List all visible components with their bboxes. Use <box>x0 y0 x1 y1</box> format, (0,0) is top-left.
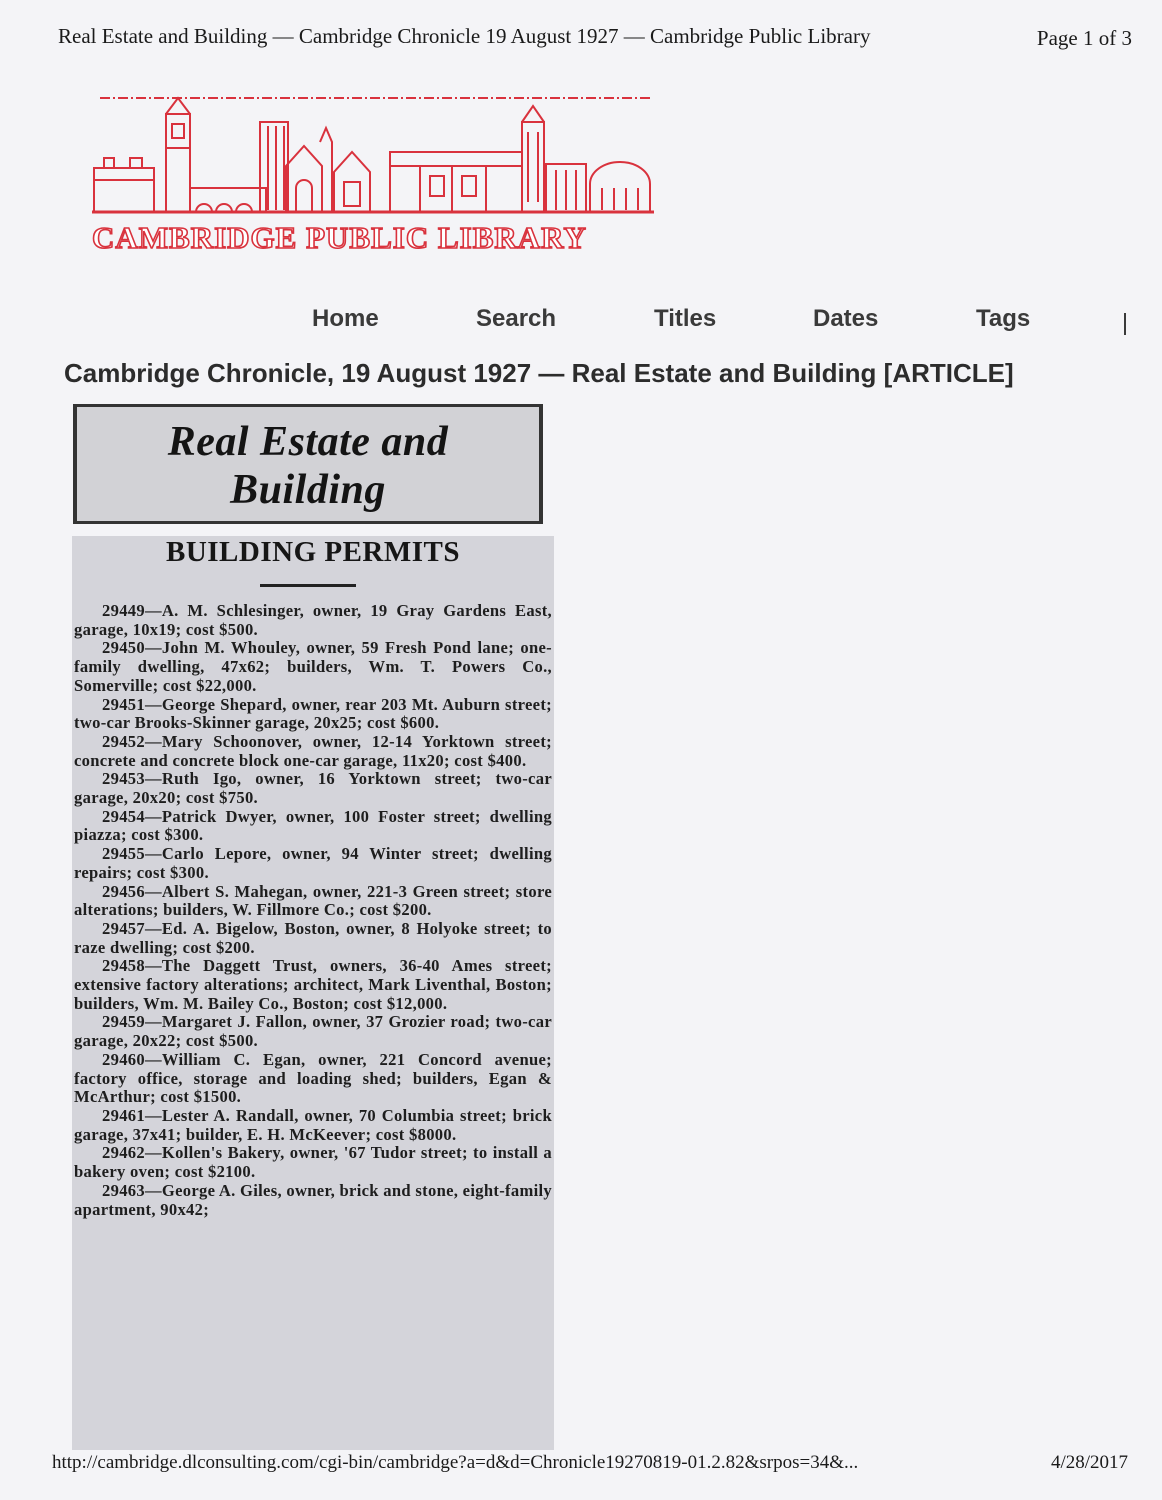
page-number: Page 1 of 3 <box>1036 26 1132 50</box>
permit-entry: 29450—John M. Whouley, owner, 59 Fresh Pond lane; one-family dwelling, 47x62; builders, Wm. T. Powers Co., Somerville; cost $22,000. <box>74 638 552 695</box>
permit-entry: 29459—Margaret J. Fallon, owner, 37 Grozier road; two-car garage, 20x22; cost $500. <box>74 1012 552 1051</box>
permit-entry: 29462—Kollen's Bakery, owner, '67 Tudor street; to install a bakery oven; cost $2100. <box>74 1143 552 1182</box>
page-url: http://cambridge.dlconsulting.com/cgi-bin/cambridge?a=d&d=Chronicle19270819-01.2.82&srpos=34&... <box>52 1452 859 1473</box>
permit-list <box>74 602 552 1219</box>
main-nav <box>0 305 1162 341</box>
permit-entry: 29453—Ruth Igo, owner, 16 Yorktown street; two-car garage, 20x20; cost $750. <box>74 769 552 808</box>
nav-tags[interactable]: Tags <box>976 305 1031 332</box>
permit-entry: 29455—Carlo Lepore, owner, 94 Winter street; dwelling repairs; cost $300. <box>74 844 552 882</box>
print-date: 4/28/2017 <box>1050 1452 1128 1473</box>
nav-search[interactable]: Search <box>476 305 557 332</box>
clipping-headline <box>73 404 543 524</box>
nav-titles[interactable]: Titles <box>654 305 717 332</box>
permit-entry: 29456—Albert S. Mahegan, owner, 221-3 Green street; store alterations; builders, W. Fillmore Co.; cost $200. <box>74 881 552 920</box>
nav-dates[interactable]: Dates <box>813 305 879 332</box>
clipping-body <box>72 536 554 1450</box>
permit-entry: 29460—William C. Egan, owner, 221 Concord avenue; factory office, storage and loading shed; builders, Egan & McArthur; cost $1500. <box>74 1049 552 1107</box>
headline-line-2: Building <box>230 467 386 513</box>
article-title: Cambridge Chronicle, 19 August 1927 — Real Estate and Building [ARTICLE] <box>64 358 1014 388</box>
headline-line-1: Real Estate and <box>167 419 449 465</box>
nav-separator <box>1124 313 1126 335</box>
permit-entry: 29452—Mary Schoonover, owner, 12-14 Yorktown street; concrete and concrete block one-car garage, 11x20; cost $400. <box>74 731 552 770</box>
section-title: BUILDING PERMITS <box>165 536 461 568</box>
section-rule <box>260 584 356 587</box>
print-header-title: Real Estate and Building — Cambridge Chronicle 19 August 1927 — Cambridge Public Library <box>58 24 871 48</box>
permit-entry: 29449—A. M. Schlesinger, owner, 19 Gray Gardens East, garage, 10x19; cost $500. <box>74 601 552 639</box>
permit-entry: 29454—Patrick Dwyer, owner, 100 Foster street; dwelling piazza; cost $300. <box>74 806 552 845</box>
permit-entry: 29458—The Daggett Trust, owners, 36-40 Ames street; extensive factory alterations; architect, Mark Liventhal, Boston; builders, Wm. M. Bailey Co., Boston; cost $12,000. <box>74 956 552 1013</box>
permit-entry: 29461—Lester A. Randall, owner, 70 Columbia street; brick garage, 37x41; builder, E. H. McKeever; cost $8000. <box>74 1105 552 1144</box>
nav-home[interactable]: Home <box>312 305 379 332</box>
permit-entry: 29451—George Shepard, owner, rear 203 Mt. Auburn street; two-car Brooks-Skinner garage, 20x25; cost $600. <box>74 694 552 733</box>
permit-entry: 29463—George A. Giles, owner, brick and stone, eight-family apartment, 90x42; <box>74 1180 552 1219</box>
library-logo-text: CAMBRIDGE PUBLIC LIBRARY <box>92 220 587 255</box>
permit-entry: 29457—Ed. A. Bigelow, Boston, owner, 8 Holyoke street; to raze dwelling; cost $200. <box>74 918 552 957</box>
